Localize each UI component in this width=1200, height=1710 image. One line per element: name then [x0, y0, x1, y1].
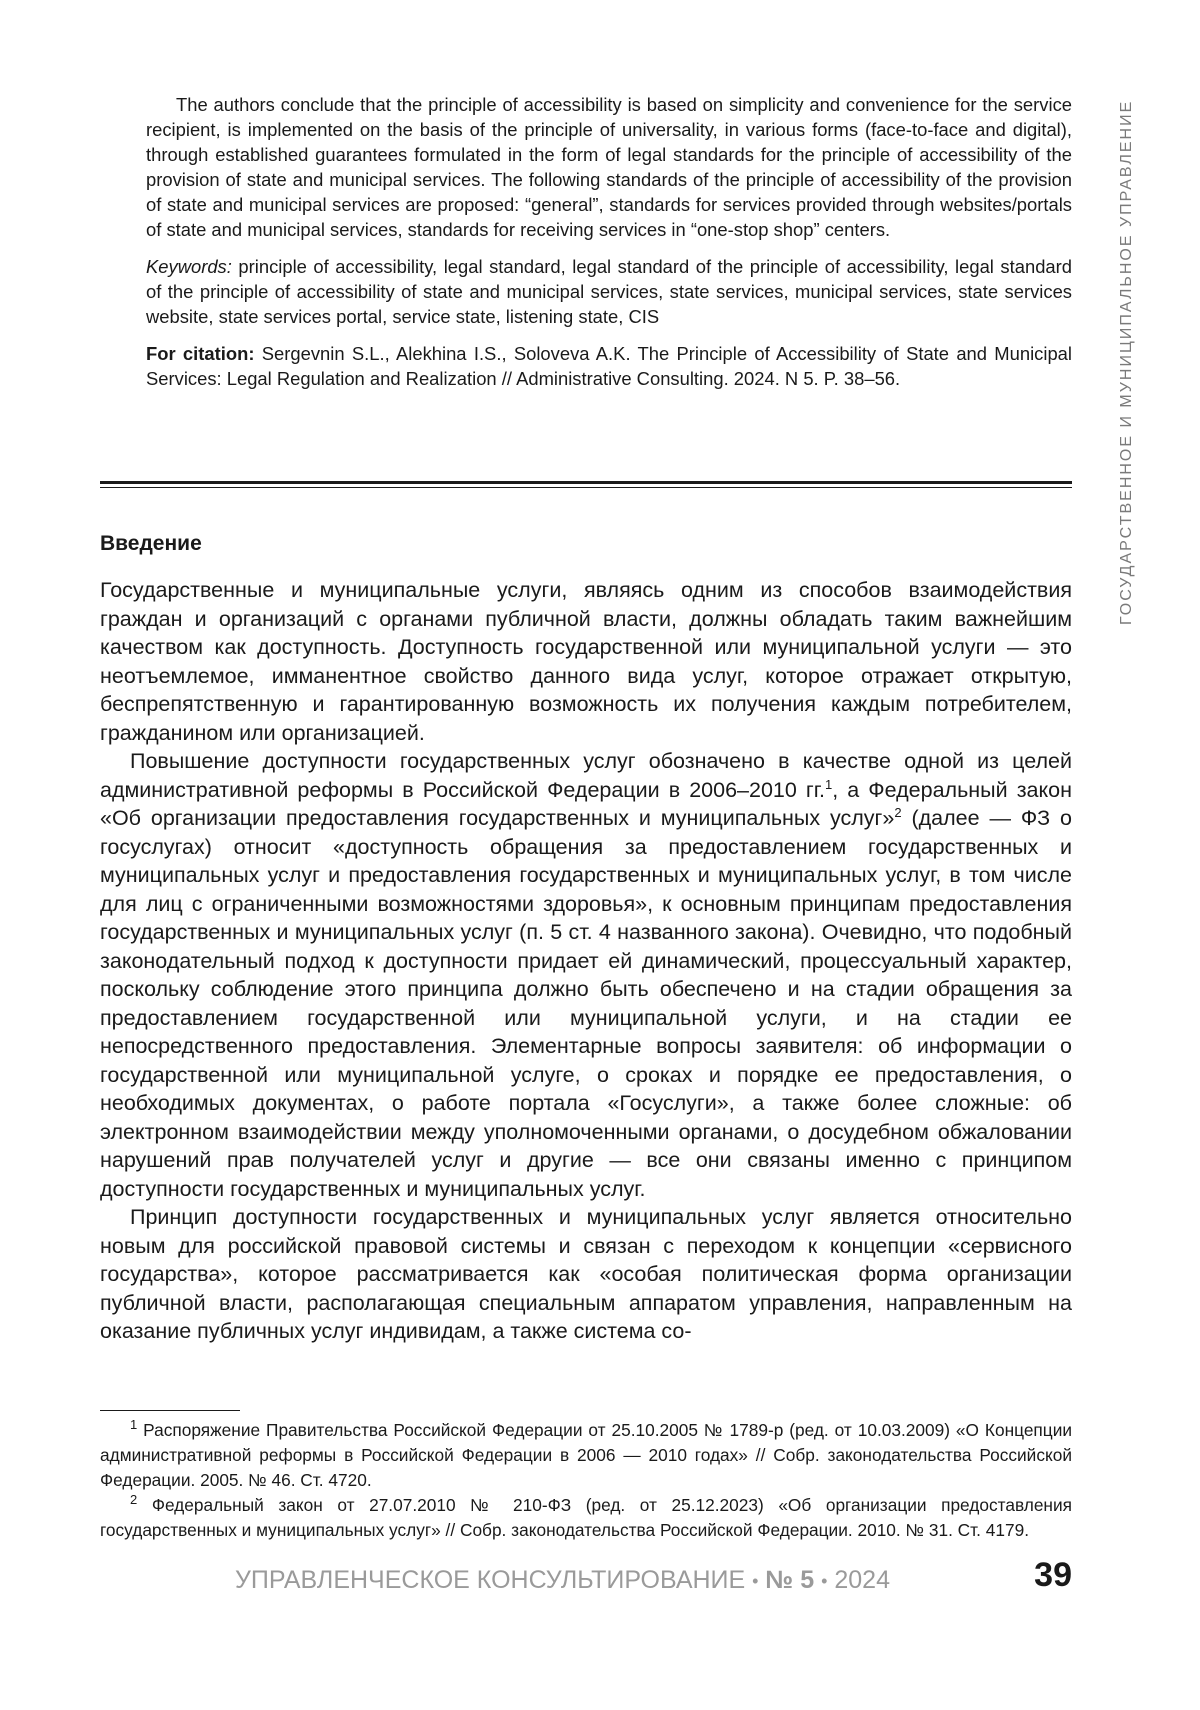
separator-dot: •: [821, 1571, 827, 1591]
footnotes: [100, 1418, 1072, 1543]
page-number: 39: [1016, 1556, 1072, 1595]
footnote-ref-2: 2: [894, 805, 901, 820]
section-divider-thin: [100, 487, 1072, 488]
body-paragraph-3: Принцип доступности государственных и муниципальных услуг является относительно новым для российской правовой системы и связан с переходом к концепции «сервисного государства», которое рассматривается как «особая политическая форма организации публичной власти, располагающая специальным аппаратом управления, направленным на оказание публичных услуг индивидам, а также система со-: [100, 1203, 1072, 1346]
introduction-heading: Введение: [100, 532, 202, 556]
body-paragraph-1: Государственные и муниципальные услуги, являясь одним из способов взаимодействия граждан и организаций с органами публичной власти, должны обладать таким важнейшим качеством как доступность. Доступность государственной или муниципальной услуги — это неотъемлемое, имманентное свойство данного вида услуг, которое отражает открытую, беспрепятственную и гарантированную возможность их получения каждым потребителем, гражданином или организацией.: [100, 576, 1072, 747]
issue-year: 2024: [834, 1566, 890, 1594]
footnote-ref-1: 1: [825, 776, 832, 791]
citation-label: For citation:: [146, 343, 254, 364]
footnote-separator: [100, 1410, 240, 1411]
article-body: [100, 576, 1072, 1346]
separator-dot: •: [752, 1571, 758, 1591]
journal-page: [0, 0, 1200, 1710]
abstract-conclusion: The authors conclude that the principle of accessibility is based on simplicity and convenience for the service recipient, is implemented on the basis of the principle of universality, in various forms (face-to-face and digital), through established guarantees formulated in the form of legal standards for the principle of accessibility of the provision of state and municipal services. The following standards of the principle of accessibility of the provision of state and municipal services are proposed: “general”, standards for services provided through websites/portals of state and municipal services, standards for receiving services in “one-stop shop” centers.: [146, 92, 1072, 242]
keywords-text: principle of accessibility, legal standard, legal standard of the principle of accessibility, legal standard of the principle of accessibility of state and municipal services, state services, municipal services, state services website, state services portal, service state, listening state, CIS: [146, 256, 1072, 327]
journal-footer: [235, 1566, 975, 1595]
citation-text: Sergevnin S.L., Alekhina I.S., Soloveva A.K. The Principle of Accessibility of State and Municipal Services: Legal Regulation and Realization // Administrative Consulting. 2024. N 5. P. 38–56.: [146, 343, 1072, 389]
footnote-2: 2 Федеральный закон от 27.07.2010 № 210-ФЗ (ред. от 25.12.2023) «Об организации предоставления государственных и муниципальных услуг» // Собр. законодательства Российской Федерации. 2010. № 31. Ст. 4179.: [100, 1493, 1072, 1543]
issue-number: № 5: [765, 1566, 814, 1594]
keywords: [146, 254, 1072, 329]
body-paragraph-2: Повышение доступности государственных услуг обозначено в качестве одной из целей административной реформы в Российской Федерации в 2006–2010 гг.1, а Федеральный закон «Об организации предоставления государственных и муниципальных услуг»2 (далее — ФЗ о госуслугах) относит «доступность обращения за предоставлением государственных и муниципальных услуг и предоставления государственных и муниципальных услуг, в том числе для лиц с ограниченными возможностями здоровья», к основным принципам предоставления государственных и муниципальных услуг (п. 5 ст. 4 названного закона). Очевидно, что подобный законодательный подход к доступности придает ей динамический, процессуальный характер, поскольку соблюдение этого принципа должно быть обеспечено и на стадии обращения за предоставлением государственной или муниципальной услуги, и на стадии ее непосредственного предоставления. Элементарные вопросы заявителя: об информации о государственной или муниципальной услуге, о сроках и порядке ее предоставления, о необходимых документах, о работе портала «Госуслуги», а также более сложные: об электронном взаимодействии между уполномоченными органами, о досудебном обжаловании нарушений прав получателей услуг и другие — все они связаны именно с принципом доступности государственных и муниципальных услуг.: [100, 747, 1072, 1203]
journal-title: УПРАВЛЕНЧЕСКОЕ КОНСУЛЬТИРОВАНИЕ: [235, 1566, 745, 1594]
footnote-1: 1 Распоряжение Правительства Российской Федерации от 25.10.2005 № 1789-р (ред. от 10.03.2009) «О Концепции административной реформы в Российской Федерации в 2006 — 2010 годах» // Собр. законодательства Российской Федерации. 2005. № 46. Ст. 4720.: [100, 1418, 1072, 1493]
keywords-label: Keywords:: [146, 256, 232, 277]
abstract-block: [146, 92, 1072, 403]
citation: [146, 341, 1072, 391]
section-side-title: ГОСУДАРСТВЕННОЕ И МУНИЦИПАЛЬНОЕ УПРАВЛЕНИЕ: [1118, 100, 1146, 680]
section-divider-thick: [100, 481, 1072, 484]
